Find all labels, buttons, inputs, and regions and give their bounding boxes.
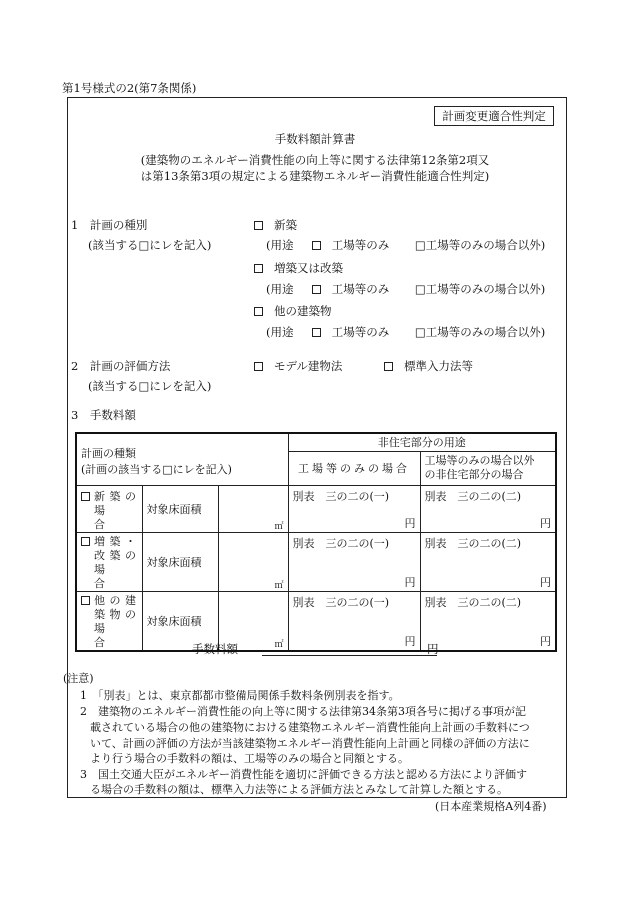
section2-hint: (該当する□にレを記入) xyxy=(88,379,212,393)
method-standard-input-label: 標準入力法等 xyxy=(403,359,473,373)
table-row xyxy=(76,532,556,591)
header-plan-type xyxy=(76,433,288,485)
checkbox[interactable] xyxy=(254,264,263,273)
header-factory-only: 工場等のみの場合 xyxy=(288,451,420,485)
use-other[interactable]: □工場等のみの場合以外) xyxy=(414,282,546,296)
use-factory-only: 工場等のみ xyxy=(331,238,390,252)
method-standard-input[interactable] xyxy=(384,360,473,374)
appendix-ref: 別表 三の二の(二) xyxy=(424,595,522,609)
header-other-use xyxy=(420,451,556,485)
use-prefix: (用途 xyxy=(266,282,294,296)
row-label-line: 他 の 建 xyxy=(94,593,137,607)
floor-area-input[interactable] xyxy=(218,485,288,532)
row-label-line: 場 合 xyxy=(94,621,129,649)
header-other-line2: の非住宅部分の場合 xyxy=(424,468,524,481)
use-other[interactable]: □工場等のみの場合以外) xyxy=(414,325,546,339)
floor-area-label: 対象床面積 xyxy=(142,532,218,591)
section1-label: 1 計画の種別 xyxy=(71,218,148,232)
section3-label: 3 手数料額 xyxy=(71,408,136,422)
use-row-extension xyxy=(266,283,545,297)
row-label-new xyxy=(76,485,142,532)
floor-area-label: 対象床面積 xyxy=(142,485,218,532)
fee-total-input[interactable] xyxy=(262,655,437,656)
note-2-line: 載されている場合の他の建築物における建築物エネルギー消費性能向上計画の手数料につ xyxy=(90,721,530,734)
method-model-building-label: モデル建物法 xyxy=(273,359,343,373)
use-other[interactable]: □工場等のみの場合以外) xyxy=(414,238,546,252)
checkbox[interactable] xyxy=(254,362,263,371)
checkbox[interactable] xyxy=(312,328,321,337)
note-2-line: いて、計画の評価の方法が当該建築物エネルギー消費性能向上計画と同様の評価の方法に xyxy=(90,737,530,750)
unit-m2: ㎡ xyxy=(274,521,284,532)
yen-unit: 円 xyxy=(540,516,551,530)
section1-hint: (該当する□にレを記入) xyxy=(88,238,212,252)
use-prefix: (用途 xyxy=(266,238,294,252)
section2-label: 2 計画の評価方法 xyxy=(71,359,171,373)
checkbox[interactable] xyxy=(81,596,90,605)
row-label-line: 場 合 xyxy=(94,562,129,590)
fee-factory-only[interactable] xyxy=(288,532,420,591)
floor-area-label: 対象床面積 xyxy=(142,591,218,651)
paper-size-footer: (日本産業規格A列4番) xyxy=(435,800,547,813)
row-label-line: 築 物 の xyxy=(94,607,137,621)
yen-unit: 円 xyxy=(540,575,551,589)
yen-unit: 円 xyxy=(540,634,551,648)
checkbox[interactable] xyxy=(384,362,393,371)
note-3-line: る場合の手数料の額は、標準入力法等による評価方法とみなして計算した額とする。 xyxy=(90,783,508,796)
fee-factory-only[interactable] xyxy=(288,485,420,532)
form-number: 第1号様式の2(第7条関係) xyxy=(62,81,197,95)
plan-type-other-label: 他の建築物 xyxy=(273,304,332,318)
plan-type-new-label: 新築 xyxy=(273,218,297,232)
floor-area-input[interactable] xyxy=(218,532,288,591)
use-factory-only: 工場等のみ xyxy=(331,325,390,339)
document-title: 手数料額計算書 xyxy=(274,132,356,146)
appendix-ref: 別表 三の二の(二) xyxy=(424,536,522,550)
checkbox[interactable] xyxy=(81,492,90,501)
appendix-ref: 別表 三の二の(一) xyxy=(292,489,390,503)
row-label-line: 増 築 ・ xyxy=(94,534,137,548)
note-2-line: 2 建築物のエネルギー消費性能の向上等に関する法律第34条第3項各号に掲げる事項が記 xyxy=(80,705,526,718)
use-row-other xyxy=(266,326,545,340)
notes-heading: (注意) xyxy=(63,672,94,685)
header-other-line1: 工場等のみの場合以外 xyxy=(424,454,535,467)
use-prefix: (用途 xyxy=(266,325,294,339)
fee-total-unit: 円 xyxy=(427,642,439,656)
appendix-ref: 別表 三の二の(一) xyxy=(292,595,390,609)
table-row xyxy=(76,591,556,651)
plan-type-other-building[interactable] xyxy=(254,305,331,319)
row-label-other-building xyxy=(76,591,142,651)
fee-total-label: 手数料額 xyxy=(192,642,238,656)
plan-type-new[interactable] xyxy=(254,219,297,233)
header-plan-type-hint: (計画の該当する□にレを記入) xyxy=(81,463,232,477)
unit-m2: ㎡ xyxy=(274,580,284,591)
plan-change-badge: 計画変更適合性判定 xyxy=(434,106,554,126)
unit-m2: ㎡ xyxy=(274,639,284,650)
fee-table xyxy=(75,432,557,652)
row-label-line: 改 築 の xyxy=(94,548,137,562)
note-3-line: 3 国土交通大臣がエネルギー消費性能を適切に評価できる方法と認める方法により評価す xyxy=(80,768,527,781)
appendix-ref: 別表 三の二の(一) xyxy=(292,536,390,550)
appendix-ref: 別表 三の二の(二) xyxy=(424,489,522,503)
method-model-building[interactable] xyxy=(254,360,342,374)
checkbox[interactable] xyxy=(81,537,90,546)
fee-other[interactable] xyxy=(420,532,556,591)
checkbox[interactable] xyxy=(254,307,263,316)
note-1: 1 「別表」とは、東京都都市整備局関係手数料条例別表を指す。 xyxy=(80,689,400,702)
header-nonres-use: 非住宅部分の用途 xyxy=(288,433,556,451)
plan-type-extension-label: 増築又は改築 xyxy=(273,261,343,275)
fee-other[interactable] xyxy=(420,591,556,651)
use-factory-only: 工場等のみ xyxy=(331,282,390,296)
row-label-extension xyxy=(76,532,142,591)
table-row xyxy=(76,485,556,532)
plan-type-extension[interactable] xyxy=(254,262,343,276)
fee-factory-only[interactable] xyxy=(288,591,420,651)
note-2-line: より行う場合の手数料の額は、工場等のみの場合と同額とする。 xyxy=(90,752,409,765)
fee-other[interactable] xyxy=(420,485,556,532)
subtitle-line-2: は第13条第3項の規定による建築物エネルギー消費性能適合性判定) xyxy=(140,169,490,183)
subtitle-line-1: (建築物のエネルギー消費性能の向上等に関する法律第12条第2項又 xyxy=(140,153,490,167)
yen-unit: 円 xyxy=(404,516,416,530)
row-label-line: 場 合 xyxy=(94,503,129,531)
checkbox[interactable] xyxy=(312,241,321,250)
checkbox[interactable] xyxy=(254,221,263,230)
yen-unit: 円 xyxy=(404,575,416,589)
use-row-new xyxy=(266,239,545,253)
row-label-line: 新 築 の xyxy=(94,489,137,503)
header-plan-type-label: 計画の種類 xyxy=(81,447,136,461)
yen-unit: 円 xyxy=(404,634,416,648)
checkbox[interactable] xyxy=(312,285,321,294)
